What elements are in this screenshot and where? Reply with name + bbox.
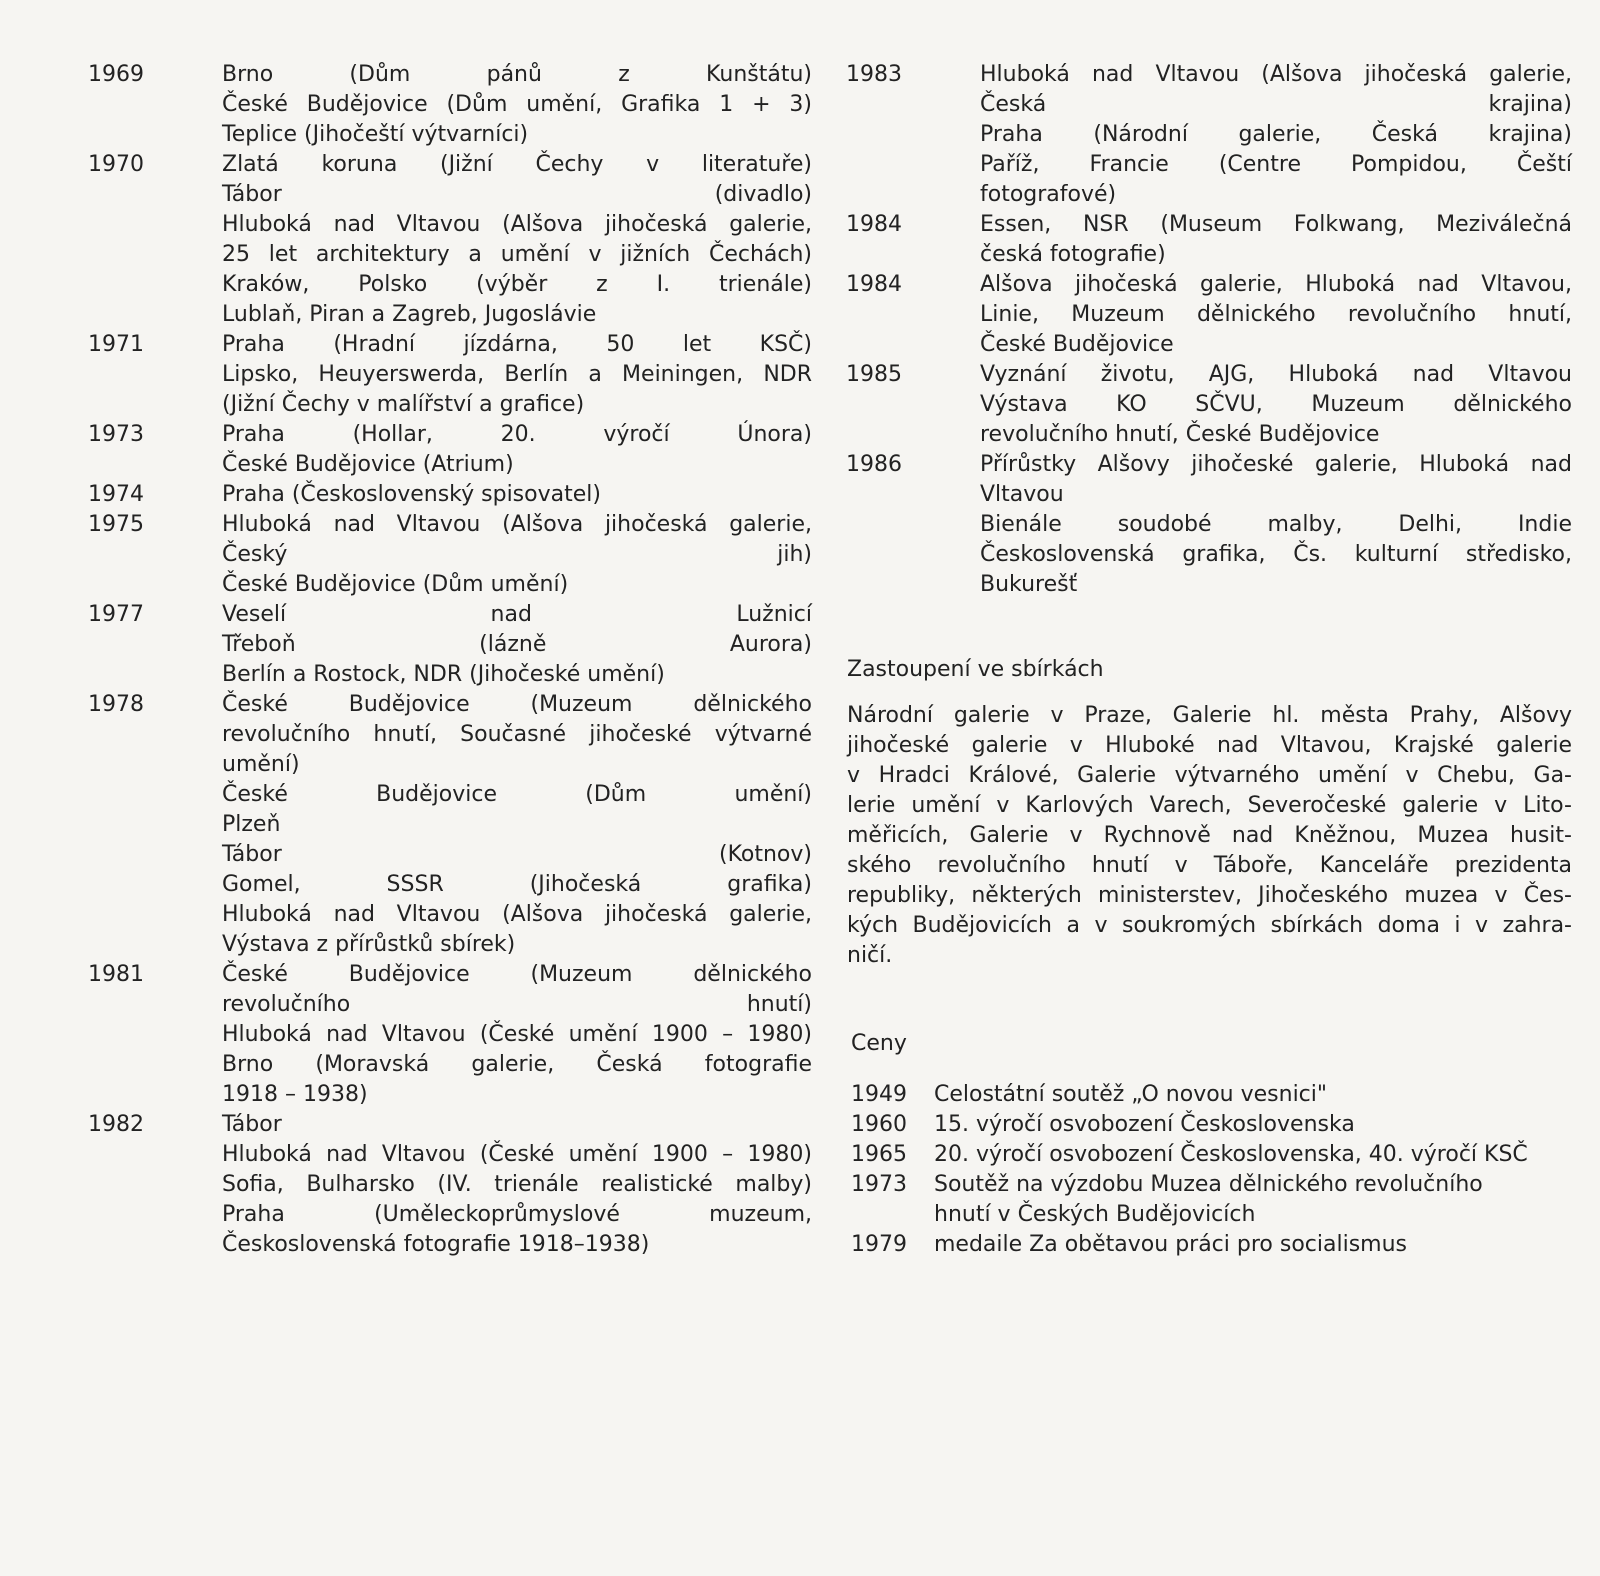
entry-year: 1973 bbox=[851, 1172, 907, 1197]
entry-line: České Budějovice (Dům umění) bbox=[222, 572, 569, 597]
entry-line: umění) bbox=[222, 752, 300, 777]
entry-line: Tábor (Kotnov) bbox=[222, 842, 812, 867]
entry-year: 1983 bbox=[846, 62, 902, 87]
entry-line: revolučního hnutí, Současné jihočeské výtvarné bbox=[222, 722, 812, 747]
entry-line: České Budějovice (Dům umění, Grafika 1 + 3) bbox=[222, 92, 812, 117]
entry-line: Česká krajina) bbox=[980, 92, 1572, 117]
entry-line: Brno (Moravská galerie, Česká fotografie bbox=[222, 1052, 812, 1077]
entry-line: revolučního hnutí, České Budějovice bbox=[980, 422, 1380, 447]
entry-year: 1985 bbox=[846, 362, 902, 387]
entry-year: 1970 bbox=[88, 152, 144, 177]
entry-line: Hluboká nad Vltavou (Alšova jihočeská galerie, bbox=[222, 512, 812, 537]
entry-year: 1979 bbox=[851, 1232, 907, 1257]
entry-line: Teplice (Jihočeští výtvarníci) bbox=[222, 122, 529, 147]
entry-line: České Budějovice (Dům umění) bbox=[222, 782, 812, 807]
entry-year: 1984 bbox=[846, 212, 902, 237]
entry-line: Vltavou bbox=[980, 482, 1064, 507]
entry-line: Výstava z přírůstků sbírek) bbox=[222, 932, 516, 957]
entry-line: 25 let architektury a umění v jižních Čechách) bbox=[222, 242, 812, 267]
entry-line: Bienále soudobé malby, Delhi, Indie bbox=[980, 512, 1572, 537]
entry-line: Bukurešť bbox=[980, 572, 1078, 597]
paragraph-line: lerie umění v Karlových Varech, Severočeské galerie v Lito- bbox=[847, 793, 1572, 818]
entry-line: Československá grafika, Čs. kulturní středisko, bbox=[980, 542, 1572, 567]
entry-line: Alšova jihočeská galerie, Hluboká nad Vltavou, bbox=[980, 272, 1572, 297]
entry-line: Praha (Národní galerie, Česká krajina) bbox=[980, 122, 1572, 147]
entry-line: Hluboká nad Vltavou (Alšova jihočeská galerie, bbox=[222, 212, 812, 237]
entry-line: hnutí v Českých Budějovicích bbox=[934, 1202, 1256, 1227]
entry-year: 1978 bbox=[88, 692, 144, 717]
paragraph-line: v Hradci Králové, Galerie výtvarného umění v Chebu, Ga- bbox=[847, 763, 1572, 788]
entry-line: Praha (Uměleckoprůmyslové muzeum, bbox=[222, 1202, 812, 1227]
entry-line: Berlín a Rostock, NDR (Jihočeské umění) bbox=[222, 662, 665, 687]
entry-line: fotografové) bbox=[980, 182, 1117, 207]
entry-line: Praha (Hradní jízdárna, 50 let KSČ) bbox=[222, 332, 812, 357]
entry-line: České Budějovice (Atrium) bbox=[222, 452, 514, 477]
entry-line: Tábor (divadlo) bbox=[222, 182, 812, 207]
entry-line: Hluboká nad Vltavou (Alšova jihočeská galerie, bbox=[980, 62, 1572, 87]
paragraph-line: republiky, některých ministerstev, Jihočeského muzea v Čes- bbox=[847, 883, 1572, 908]
entry-line: Výstava KO SČVU, Muzeum dělnického bbox=[980, 392, 1572, 417]
entry-line: Československá fotografie 1918–1938) bbox=[222, 1232, 650, 1257]
awards-heading: Ceny bbox=[851, 1031, 907, 1056]
entry-line: Tábor bbox=[222, 1112, 282, 1137]
entry-line: Hluboká nad Vltavou (České umění 1900 – 1980) bbox=[222, 1022, 812, 1047]
entry-line: Sofia, Bulharsko (IV. trienále realistické malby) bbox=[222, 1172, 812, 1197]
paragraph-line: ského revolučního hnutí v Táboře, Kanceláře prezidenta bbox=[847, 853, 1572, 878]
paragraph-line: ničí. bbox=[847, 943, 893, 968]
entry-line: (Jižní Čechy v malířství a grafice) bbox=[222, 392, 585, 417]
paragraph-line: kých Budějovicích a v soukromých sbírkách doma i v zahra- bbox=[847, 913, 1572, 938]
entry-year: 1969 bbox=[88, 62, 144, 87]
entry-line: Vyznání životu, AJG, Hluboká nad Vltavou bbox=[980, 362, 1572, 387]
entry-line: Zlatá koruna (Jižní Čechy v literatuře) bbox=[222, 152, 812, 177]
entry-year: 1974 bbox=[88, 482, 144, 507]
collections-paragraph bbox=[847, 701, 1572, 971]
entry-line: Lipsko, Heuyerswerda, Berlín a Meiningen, NDR bbox=[222, 362, 812, 387]
entry-line: Kraków, Polsko (výběr z I. trienále) bbox=[222, 272, 812, 297]
paragraph-line: Národní galerie v Praze, Galerie hl. města Prahy, Alšovy bbox=[847, 703, 1572, 728]
entry-line: Gomel, SSSR (Jihočeská grafika) bbox=[222, 872, 812, 897]
entry-line: Praha (Československý spisovatel) bbox=[222, 482, 601, 507]
entry-year: 1971 bbox=[88, 332, 144, 357]
entry-line: Plzeň bbox=[222, 812, 281, 837]
entry-line: Veselí nad Lužnicí bbox=[222, 602, 812, 627]
entry-year: 1975 bbox=[88, 512, 144, 537]
entry-year: 1986 bbox=[846, 452, 902, 477]
entry-line: Brno (Dům pánů z Kunštátu) bbox=[222, 62, 812, 87]
entry-line: Essen, NSR (Museum Folkwang, Meziválečná bbox=[980, 212, 1572, 237]
entry-line: České Budějovice (Muzeum dělnického bbox=[222, 692, 812, 717]
entry-year: 1965 bbox=[851, 1142, 907, 1167]
entry-line: České Budějovice (Muzeum dělnického bbox=[222, 962, 812, 987]
entry-line: Soutěž na výzdobu Muzea dělnického revolučního bbox=[934, 1172, 1483, 1197]
collections-heading: Zastoupení ve sbírkách bbox=[847, 657, 1104, 682]
entry-line: Třeboň (lázně Aurora) bbox=[222, 632, 812, 657]
entry-year: 1981 bbox=[88, 962, 144, 987]
entry-line: Hluboká nad Vltavou (Alšova jihočeská galerie, bbox=[222, 902, 812, 927]
entry-line: 15. výročí osvobození Československa bbox=[934, 1112, 1355, 1137]
entry-year: 1977 bbox=[88, 602, 144, 627]
entry-line: Paříž, Francie (Centre Pompidou, Čeští bbox=[980, 152, 1572, 177]
entry-year: 1982 bbox=[88, 1112, 144, 1137]
entry-line: Lublaň, Piran a Zagreb, Jugoslávie bbox=[222, 302, 597, 327]
entry-year: 1960 bbox=[851, 1112, 907, 1137]
entry-line: 20. výročí osvobození Československa, 40. výročí KSČ bbox=[934, 1142, 1528, 1167]
entry-year: 1984 bbox=[846, 272, 902, 297]
entry-line: Hluboká nad Vltavou (České umění 1900 – 1980) bbox=[222, 1142, 812, 1167]
entry-line: 1918 – 1938) bbox=[222, 1082, 368, 1107]
entry-year: 1949 bbox=[851, 1082, 907, 1107]
entry-line: česká fotografie) bbox=[980, 242, 1166, 267]
entry-line: revolučního hnutí) bbox=[222, 992, 812, 1017]
entry-line: Přírůstky Alšovy jihočeské galerie, Hluboká nad bbox=[980, 452, 1572, 477]
entry-line: Celostátní soutěž „O novou vesnici" bbox=[934, 1082, 1328, 1107]
paragraph-line: jihočeské galerie v Hluboké nad Vltavou, Krajské galerie bbox=[847, 733, 1572, 758]
entry-line: Český jih) bbox=[222, 542, 812, 567]
entry-line: České Budějovice bbox=[980, 332, 1174, 357]
entry-line: medaile Za obětavou práci pro socialismus bbox=[934, 1232, 1407, 1257]
entry-line: Linie, Muzeum dělnického revolučního hnutí, bbox=[980, 302, 1572, 327]
paragraph-line: měřicích, Galerie v Rychnově nad Kněžnou, Muzea husit- bbox=[847, 823, 1572, 848]
entry-year: 1973 bbox=[88, 422, 144, 447]
entry-line: Praha (Hollar, 20. výročí Února) bbox=[222, 422, 812, 447]
